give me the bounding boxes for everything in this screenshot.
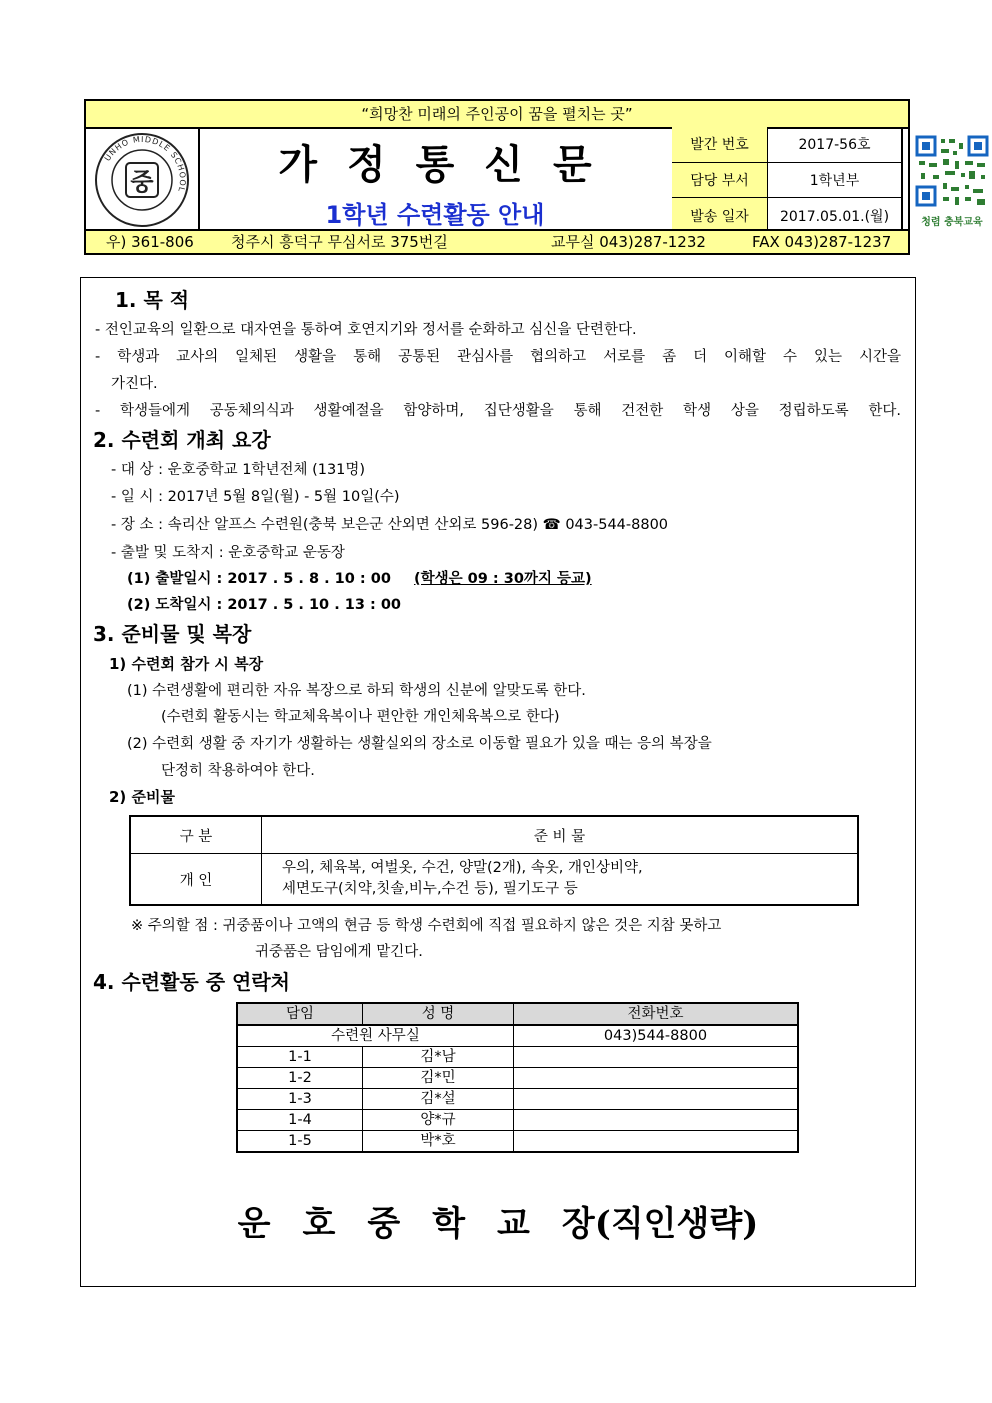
purpose-line-1: - 전인교육의 일환으로 대자연을 통하여 호연지기와 정서를 순화하고 심신을 단련한다. [95, 322, 637, 338]
newsletter-body [80, 277, 916, 1287]
section-4-title: 4. 수련활동 중 연락처 [93, 970, 290, 994]
table-header-row [237, 1003, 798, 1025]
table-cell: 개 인 [130, 854, 262, 906]
table-cell: 1-4 [237, 1110, 363, 1131]
table-row [237, 1025, 798, 1047]
table-cell: 1-3 [237, 1089, 363, 1110]
info-row [672, 127, 902, 162]
slogan: “희망찬 미래의 주인공이 꿈을 펼치는 곳” [86, 101, 908, 129]
info-row [672, 162, 902, 198]
purpose-line-2-cont: 가진다. [111, 376, 158, 392]
dress-subtitle: 1) 수련회 참가 시 복장 [109, 655, 264, 673]
table-cell: 1-1 [237, 1047, 363, 1068]
qr-code-icon [907, 131, 992, 211]
arrival-line: (2) 도착일시 : 2017 . 5 . 10 . 13 : 00 [127, 597, 402, 613]
table-cell: 수련원 사무실 [237, 1025, 514, 1047]
table-cell: 김*민 [363, 1068, 514, 1089]
caution-line-2: 귀중품은 담임에게 맡긴다. [255, 944, 423, 960]
table-cell: 박*호 [363, 1131, 514, 1153]
qr-caption: 청렴 충북교육 [921, 217, 983, 228]
fax-number: FAX 043)287-1237 [752, 233, 892, 251]
logo-ring-text: UNHO MIDDLE SCHOOL [102, 134, 188, 194]
dress-line-1-note: (수련회 활동시는 학교체육복이나 편안한 개인체육복으로 한다) [161, 709, 560, 725]
table-cell: 043)544-8800 [514, 1025, 799, 1047]
info-label: 담당 부서 [672, 162, 768, 198]
table-header-row [130, 816, 858, 854]
table-cell: 1-2 [237, 1068, 363, 1089]
school-name: 운호중학교 [237, 1204, 562, 1244]
page-title: 가정통신문 [278, 141, 622, 188]
departure-note: (학생은 09 : 30까지 등교) [413, 571, 592, 587]
info-label: 발송 일자 [672, 198, 768, 233]
table-cell: 김*남 [363, 1047, 514, 1068]
supplies-items-1: 우의, 체육복, 여벌옷, 수건, 양말(2개), 속옷, 개인상비약, [282, 860, 643, 876]
table-cell: 김*설 [363, 1089, 514, 1110]
table-cell [514, 1047, 799, 1068]
target-line: - 대 상 : 운호중학교 1학년전체 (131명) [111, 462, 366, 478]
info-row [672, 198, 902, 233]
school-logo-cell [86, 127, 200, 233]
table-header-cell: 성 명 [363, 1003, 514, 1025]
table-row [237, 1110, 798, 1131]
table-header-cell: 담임 [237, 1003, 363, 1025]
supplies-table [129, 815, 859, 906]
place-line: - 장 소 : 속리산 알프스 수련원(충북 보은군 산외면 산외로 596-28) ☎ 043-544-8800 [111, 517, 669, 533]
info-value: 1학년부 [768, 162, 903, 198]
dress-line-2-cont: 단정히 착용하여야 한다. [161, 763, 315, 779]
dress-line-2: (2) 수련회 생활 중 자기가 생활하는 생활실외의 장소로 이동할 필요가 있을 때는 응의 복장을 [127, 736, 712, 752]
school-emblem-icon [86, 127, 198, 233]
departure-line [127, 567, 592, 588]
table-row [237, 1068, 798, 1089]
table-row [237, 1047, 798, 1068]
table-cell: 양*규 [363, 1110, 514, 1131]
postal-code: 우) 361-806 [106, 233, 194, 251]
issue-info-table [672, 127, 903, 233]
section-3-title: 3. 준비물 및 복장 [93, 622, 252, 646]
section-2-title: 2. 수련회 개최 요강 [93, 428, 271, 452]
table-header-cell: 전화번호 [514, 1003, 799, 1025]
newsletter-header [84, 99, 983, 255]
principal-signature [81, 1196, 915, 1245]
title-cell [198, 127, 674, 233]
table-cell [262, 854, 859, 906]
info-value: 2017-56호 [768, 127, 903, 162]
office-phone: 교무실 043)287-1232 [551, 233, 706, 251]
supplies-items-2: 세면도구(치약,칫솔,비누,수건 등), 필기도구 등 [282, 881, 578, 897]
contact-table [236, 1002, 799, 1153]
logo-char: 중 [130, 168, 154, 196]
street-address: 청주시 흥덕구 무심서로 375번길 [231, 233, 448, 251]
meeting-point-line: - 출발 및 도착지 : 운호중학교 운동장 [111, 545, 345, 561]
table-row [237, 1131, 798, 1153]
table-cell [514, 1110, 799, 1131]
table-header-cell: 구 분 [130, 816, 262, 854]
info-value: 2017.05.01.(월) [768, 198, 903, 233]
table-cell: 1-5 [237, 1131, 363, 1153]
departure-time: (1) 출발일시 : 2017 . 5 . 8 . 10 : 00 [127, 571, 391, 587]
table-row [237, 1089, 798, 1110]
principal-title: 장(직인생략) [561, 1204, 759, 1244]
table-cell [514, 1068, 799, 1089]
purpose-line-2: - 학생과 교사의 일체된 생활을 통해 공통된 관심사를 협의하고 서로를 좀 더 이해할 수 있는 시간을 [95, 349, 901, 365]
dress-line-1: (1) 수련생활에 편리한 자유 복장으로 하되 학생의 신분에 알맞도록 한다. [127, 683, 586, 699]
purpose-line-3: - 학생들에게 공동체의식과 생활예절을 함양하며, 집단생활을 통해 건전한 학생 상을 정립하도록 한다. [95, 403, 901, 419]
caution-line-1: ※ 주의할 점 : 귀중품이나 고액의 현금 등 학생 수련회에 직접 필요하지 않은 것은 지참 못하고 [131, 918, 722, 934]
date-line: - 일 시 : 2017년 5월 8일(월) - 5월 10일(수) [111, 489, 400, 505]
page-subtitle: 1학년 수련활동 안내 [325, 201, 545, 229]
qr-cell [905, 127, 992, 233]
table-cell [514, 1131, 799, 1153]
table-row [130, 854, 858, 906]
table-header-cell: 준 비 물 [262, 816, 859, 854]
address-bar [86, 229, 908, 253]
supplies-subtitle: 2) 준비물 [109, 788, 175, 806]
info-label: 발간 번호 [672, 127, 768, 162]
section-1-title: 1. 목 적 [115, 288, 190, 312]
table-cell [514, 1089, 799, 1110]
